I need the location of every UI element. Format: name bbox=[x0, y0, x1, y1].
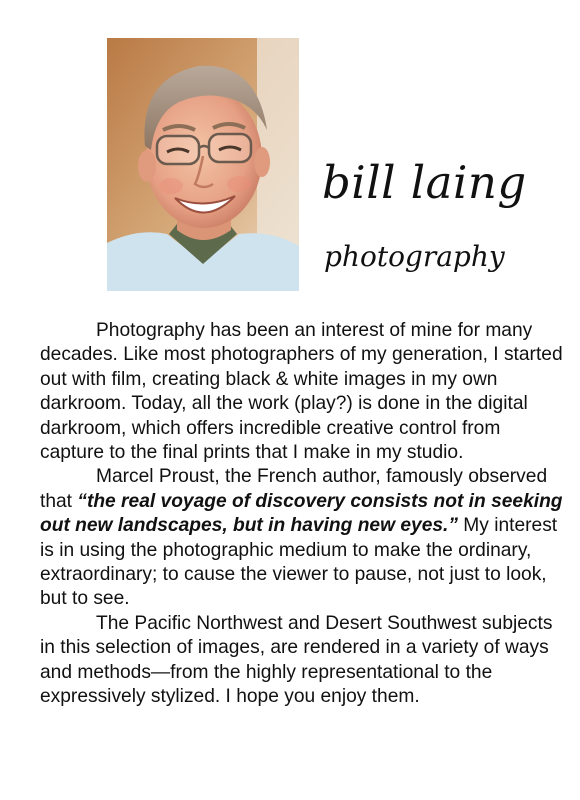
bio-text bbox=[40, 319, 565, 710]
bio-paragraph-3: The Pacific Northwest and Desert Southwest subjects in this selection of images, are rendered in a variety of ways and methods—from the highly representational to the expressively stylized. I hope you enjoy them. bbox=[40, 612, 553, 708]
bio-paragraph-2-intro: Marcel Proust, the French author, famously observed that bbox=[40, 466, 548, 512]
bio-paragraph-1: Photography has been an interest of mine for many decades. Like most photographers of my generation, I started out with film, creating black & white images in my own darkroom. Today, all the work (play?) is done in the digital darkroom, which offers incredible creative control from capture to the final prints that I make in my studio. bbox=[40, 320, 563, 464]
brand-block bbox=[320, 0, 570, 300]
photographer-name: bill laing bbox=[322, 156, 527, 209]
portrait-illustration bbox=[107, 38, 299, 291]
bio-paragraph-2 bbox=[40, 465, 565, 611]
portrait-photo bbox=[107, 38, 299, 291]
brand-tagline: photography bbox=[324, 240, 505, 273]
bio-paragraph-2-rest: My interest is in using the photographic medium to make the ordinary, extraordinary; to cause the viewer to pause, not just to look, but to see. bbox=[40, 515, 558, 610]
proust-quote: “the real voyage of discovery consists not in seeking out new landscapes, but in having new eyes.” bbox=[40, 490, 563, 537]
